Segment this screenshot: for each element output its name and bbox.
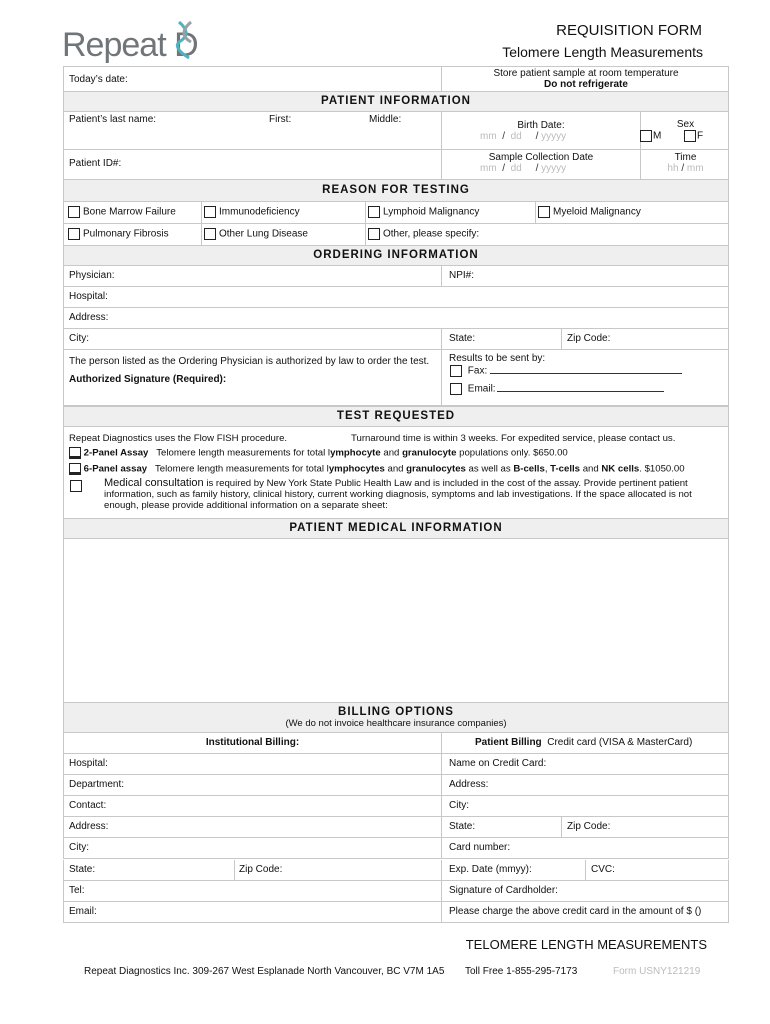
npi-field[interactable]: NPI#: — [449, 270, 475, 281]
last-name-field[interactable]: Patient’s last name: — [69, 114, 157, 125]
billing-left-field[interactable]: Tel: — [69, 884, 85, 896]
test-heading: TEST REQUESTED — [63, 406, 729, 427]
billing-row — [63, 817, 729, 838]
two-panel-option[interactable]: 2-Panel Assay Telomere length measurements for total lymphocyte and granulocyte populations only. $650.00 — [69, 447, 568, 459]
physician-field[interactable]: Physician: — [69, 270, 115, 281]
dna-icon — [175, 20, 197, 60]
fax-option[interactable]: Fax: — [450, 365, 682, 377]
billing-right-field[interactable]: Exp. Date (mmyy): — [449, 863, 532, 875]
billing-type-row — [63, 733, 729, 754]
billing-row — [63, 754, 729, 775]
billing-note: (We do not invoice healthcare insurance companies) — [285, 718, 507, 729]
reason-immunodeficiency[interactable]: Immunodeficiency — [204, 206, 300, 218]
physician-row — [63, 266, 729, 287]
reason-bone-marrow[interactable]: Bone Marrow Failure — [68, 206, 176, 218]
reason-pulmonary[interactable]: Pulmonary Fibrosis — [68, 228, 169, 240]
billing-right-field[interactable]: Card number: — [449, 842, 511, 854]
ordering-zip-field[interactable]: Zip Code: — [567, 333, 611, 344]
patient-billing-label: Patient Billing Credit card (VISA & MasterCard) — [475, 737, 693, 748]
ordering-heading: ORDERING INFORMATION — [63, 246, 729, 266]
patient-id-field[interactable]: Patient ID#: — [69, 158, 122, 169]
billing-right-field[interactable]: State: — [449, 821, 476, 833]
reason-other[interactable]: Other, please specify: — [368, 228, 479, 240]
medical-heading: PATIENT MEDICAL INFORMATION — [63, 519, 729, 539]
six-panel-option[interactable]: 6-Panel assay Telomere length measurements for total lymphocytes and granulocytes as well as B-cells, T-cells and NK cells. $1050.00 — [69, 463, 685, 475]
reason-row-1 — [63, 202, 729, 224]
billing-right-field[interactable]: Please charge the above credit card in the amount of $ () — [449, 905, 702, 917]
patient-id-row — [63, 150, 729, 180]
form-title: REQUISITION FORM — [556, 22, 702, 39]
sex-m-checkbox[interactable]: M — [640, 130, 661, 142]
billing-row — [63, 860, 729, 881]
collection-date-field[interactable]: mm / dd / yyyyy — [480, 163, 567, 174]
patient-info-heading: PATIENT INFORMATION — [63, 92, 729, 112]
middle-name-field[interactable]: Middle: — [369, 114, 402, 125]
ordering-address-field[interactable]: Address: — [69, 312, 109, 323]
billing-left-field[interactable]: Email: — [69, 905, 97, 917]
billing-zip-right[interactable]: Zip Code: — [567, 821, 611, 833]
institutional-billing-label: Institutional Billing: — [205, 737, 300, 748]
storage-note: Store patient sample at room temperature — [493, 68, 679, 79]
footer-address: Repeat Diagnostics Inc. 309-267 West Esplanade North Vancouver, BC V7M 1A5 — [84, 966, 445, 977]
email-option[interactable]: Email: — [450, 383, 664, 395]
refrigerate-note: Do not refrigerate — [544, 79, 628, 90]
reason-lymphoid[interactable]: Lymphoid Malignancy — [368, 206, 479, 218]
footer-title: TELOMERE LENGTH MEASUREMENTS — [465, 937, 707, 952]
test-body — [63, 427, 729, 519]
reason-heading: REASON FOR TESTING — [63, 180, 729, 202]
billing-row — [63, 902, 729, 923]
logo-text: Repeat D — [62, 26, 198, 64]
time-field[interactable]: hh / mm — [667, 163, 704, 174]
medical-info-area[interactable] — [63, 539, 729, 703]
top-row — [63, 66, 729, 92]
billing-row — [63, 796, 729, 817]
billing-left-field[interactable]: Department: — [69, 779, 125, 791]
reason-myeloid[interactable]: Myeloid Malignancy — [538, 206, 641, 218]
form-subtitle: Telomere Length Measurements — [502, 44, 703, 60]
address-row — [63, 308, 729, 329]
billing-row — [63, 775, 729, 796]
hospital-row — [63, 287, 729, 308]
turnaround-text: Turnaround time is within 3 weeks. For expedited service, please contact us. — [351, 433, 676, 444]
billing-title: BILLING OPTIONS — [338, 706, 454, 718]
form-number: Form USNY121219 — [613, 966, 701, 977]
consultation-text: Medical consultation is required by New York State Public Health Law and is included in the cost of the assay. Provide pertinent patient information, such as family history, clinical history, current working diagnosis, symptoms and lab investigations. If the space allocated is not enough, please provide additional information on a separate sheet: — [104, 477, 692, 511]
billing-right-field[interactable]: Address: — [449, 779, 489, 791]
billing-row — [63, 838, 729, 859]
billing-cvc[interactable]: CVC: — [591, 863, 615, 875]
signature-field[interactable]: Authorized Signature (Required): — [69, 374, 227, 385]
billing-zip-left[interactable]: Zip Code: — [239, 863, 283, 875]
sex-label: Sex — [676, 119, 695, 130]
time-label: Time — [674, 152, 697, 163]
birth-date-field[interactable]: mm / dd / yyyyy — [480, 131, 567, 142]
ordering-hospital-field[interactable]: Hospital: — [69, 291, 108, 302]
billing-row — [63, 881, 729, 902]
ordering-city-field[interactable]: City: — [69, 333, 89, 344]
billing-right-field[interactable]: Signature of Cardholder: — [449, 884, 558, 896]
first-name-field[interactable]: First: — [269, 114, 292, 125]
results-label: Results to be sent by: — [449, 353, 546, 364]
billing-left-field[interactable]: State: — [69, 863, 96, 875]
billing-left-field[interactable]: Address: — [69, 821, 109, 833]
billing-left-field[interactable]: Contact: — [69, 800, 107, 812]
logo — [62, 26, 198, 65]
city-row — [63, 329, 729, 350]
todays-date-label[interactable]: Today’s date: — [69, 74, 128, 85]
birth-date-label: Birth Date: — [517, 120, 565, 131]
ordering-state-field[interactable]: State: — [449, 333, 476, 344]
billing-heading — [63, 703, 729, 733]
sex-f-checkbox[interactable]: F — [684, 130, 703, 142]
collection-date-label: Sample Collection Date — [488, 152, 594, 163]
procedure-text: Repeat Diagnostics uses the Flow FISH procedure. — [69, 433, 288, 444]
authorization-text: The person listed as the Ordering Physician is authorized by law to order the test. — [69, 356, 430, 367]
authorization-row — [63, 350, 729, 406]
billing-left-field[interactable]: City: — [69, 842, 89, 854]
patient-name-row — [63, 112, 729, 150]
billing-right-field[interactable]: Name on Credit Card: — [449, 758, 547, 769]
consultation-checkbox[interactable] — [70, 480, 82, 492]
footer-phone: Toll Free 1-855-295-7173 — [465, 966, 578, 977]
reason-other-lung[interactable]: Other Lung Disease — [204, 228, 308, 240]
billing-left-field[interactable]: Hospital: — [69, 758, 108, 769]
reason-row-2 — [63, 224, 729, 246]
billing-right-field[interactable]: City: — [449, 800, 469, 812]
